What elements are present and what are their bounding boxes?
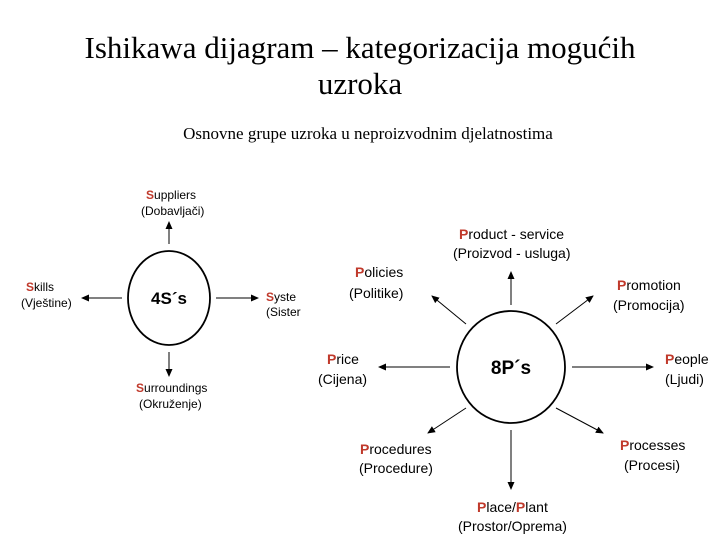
diagram-4s (21, 188, 301, 411)
label-initial: S (146, 188, 155, 202)
arrow-policies (432, 296, 466, 324)
slide-subtitle: Osnovne grupe uzroka u neproizvodnim djelatnostima (183, 124, 553, 143)
label-translation: (Politike) (349, 285, 404, 301)
label-translation: (Dobavljači) (141, 204, 205, 218)
center-label-8p: 8P´s (490, 358, 532, 379)
label-skills (21, 280, 72, 310)
label-initial: P (477, 499, 487, 515)
label-translation: (Prostor/Oprema) (458, 518, 567, 534)
title-line-1: Ishikawa dijagram – kategorizacija mogućih (84, 30, 636, 65)
label-translation: (Okruženje) (139, 397, 202, 411)
label-rest-2: lant (525, 499, 548, 515)
label-rest: yste (274, 290, 297, 304)
label-rest: olicies (364, 264, 404, 280)
label-initial: P (327, 351, 337, 367)
arrow-promotion (556, 296, 593, 324)
label-translation: (Proizvod - usluga) (453, 245, 571, 261)
center-label-4s: 4S´s (151, 289, 187, 308)
svg-text:Price (327, 351, 359, 367)
label-policies (349, 264, 403, 301)
label-surroundings (136, 381, 207, 411)
label-initial: P (665, 351, 675, 367)
label-product (453, 226, 571, 261)
title-line-2: uzroka (317, 66, 403, 101)
svg-text:Policies (355, 264, 403, 280)
svg-text:Surroundings (136, 381, 207, 395)
label-initial: P (459, 226, 469, 242)
label-initial: P (355, 264, 365, 280)
label-people (665, 351, 709, 387)
label-promotion (613, 277, 685, 313)
label-initial: S (26, 280, 35, 294)
arrow-procedures (428, 408, 466, 433)
label-rest: uppliers (154, 188, 197, 202)
svg-text:Place/Plant (477, 499, 548, 515)
label-rest: lace/ (486, 499, 516, 515)
label-systems (266, 290, 301, 319)
label-translation: (Procedure) (359, 460, 433, 476)
label-price (318, 351, 367, 387)
arrow-processes (556, 408, 603, 433)
label-rest: kills (34, 280, 55, 294)
svg-text:Suppliers (146, 188, 196, 202)
svg-text:Processes (620, 437, 685, 453)
label-rest: rocesses (629, 437, 686, 453)
label-translation: (Vještine) (21, 296, 72, 310)
label-initial: S (266, 290, 275, 304)
label-initial: P (360, 441, 370, 457)
svg-text:Promotion (617, 277, 681, 293)
label-place-plant (458, 499, 567, 534)
svg-text:Product - service (459, 226, 564, 242)
label-processes (620, 437, 685, 473)
label-translation: (Cijena) (318, 371, 368, 387)
label-rest: romotion (626, 277, 681, 293)
svg-text:Skills (26, 280, 54, 294)
label-initial: P (617, 277, 627, 293)
label-translation: (Sister (266, 305, 301, 319)
label-suppliers (141, 188, 204, 218)
svg-text:Procedures (360, 441, 432, 457)
label-rest: rocedures (369, 441, 432, 457)
label-translation: (Promocija) (613, 297, 685, 313)
label-initial: S (136, 381, 145, 395)
label-rest: rice (336, 351, 359, 367)
label-rest: urroundings (144, 381, 208, 395)
label-procedures (359, 441, 433, 476)
svg-text:Syste (266, 290, 296, 304)
crop-mask (303, 284, 323, 324)
diagram-8p (318, 226, 709, 534)
label-translation: (Ljudi) (665, 371, 704, 387)
label-translation: (Procesi) (624, 457, 681, 473)
label-initial-2: P (515, 499, 526, 515)
label-initial: P (620, 437, 630, 453)
svg-text:People (665, 351, 709, 367)
label-rest: roduct - service (468, 226, 565, 242)
label-rest: eople (674, 351, 709, 367)
